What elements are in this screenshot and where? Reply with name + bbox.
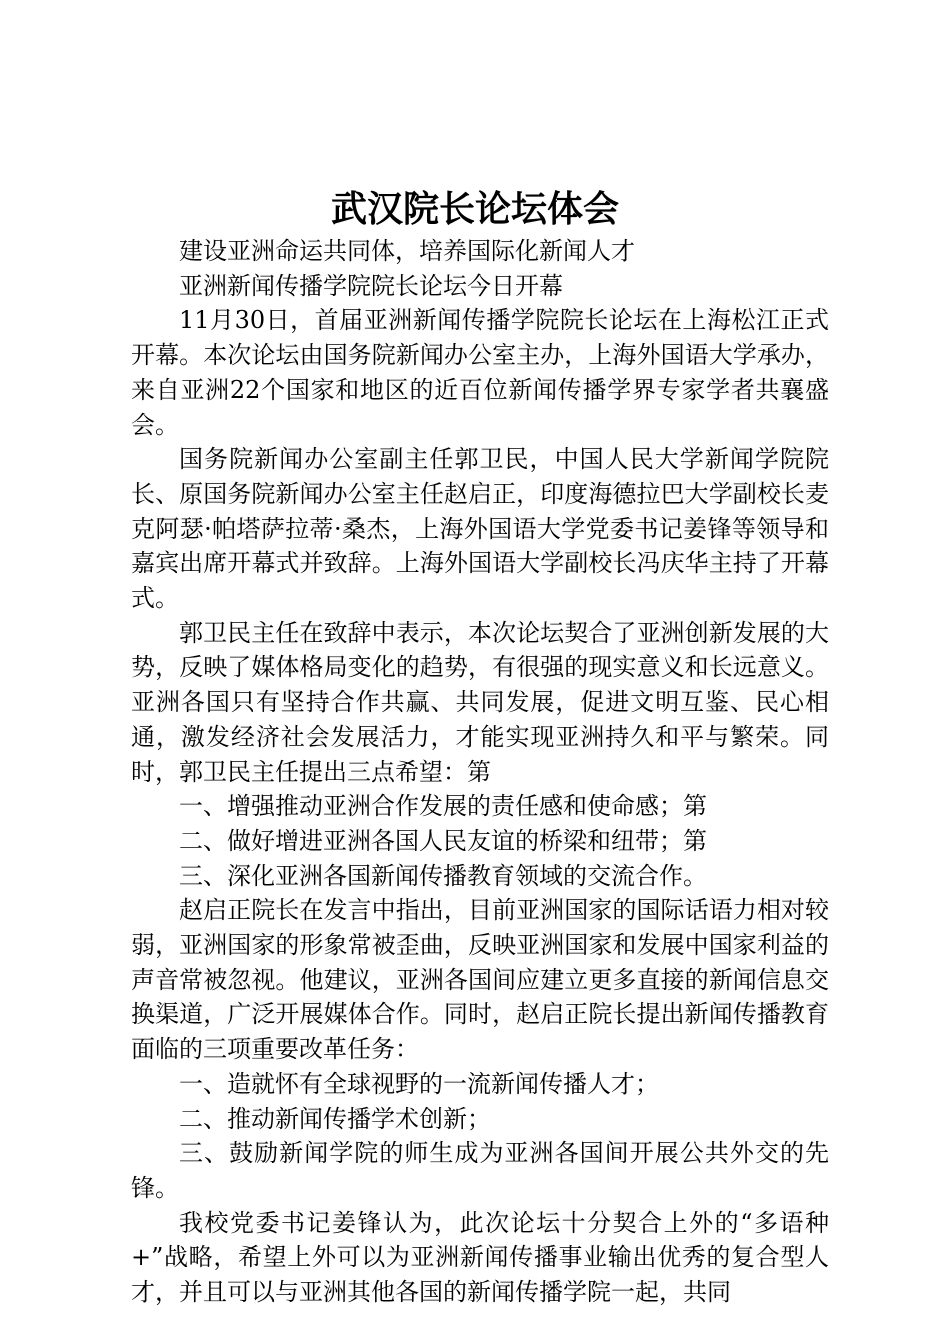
paragraph: 国务院新闻办公室副主任郭卫民，中国人民大学新闻学院院长、原国务院新闻办公室主任赵启正，印度海德拉巴大学副校长麦克阿瑟·帕塔萨拉蒂·桑杰，上海外国语大学党委书记姜锋等领导和嘉宾出席开幕式并致辞。上海外国语大学副校长冯庆华主持了开幕式。 [131,445,829,613]
paragraph: 三、深化亚洲各国新闻传播教育领域的交流合作。 [179,861,707,890]
paragraph: 郭卫民主任在致辞中表示，本次论坛契合了亚洲创新发展的大势，反映了媒体格局变化的趋势，有很强的现实意义和长远意义。亚洲各国只有坚持合作共赢、共同发展，促进文明互鉴、民心相通，激发经济社会发展活力，才能实现亚洲持久和平与繁荣。同时，郭卫民主任提出三点希望：第 [131,618,829,786]
paragraph: 一、造就怀有全球视野的一流新闻传播人才； [179,1069,659,1098]
paragraph: 二、推动新闻传播学术创新； [179,1104,491,1133]
paragraph: 我校党委书记姜锋认为，此次论坛十分契合上外的“多语种+”战略，希望上外可以为亚洲新闻传播事业输出优秀的复合型人才，并且可以与亚洲其他各国的新闻传播学院一起，共同 [131,1208,829,1307]
paragraph: 亚洲新闻传播学院院长论坛今日开幕 [179,271,563,300]
paragraph: 三、鼓励新闻学院的师生成为亚洲各国间开展公共外交的先锋。 [131,1139,829,1202]
paragraph: 赵启正院长在发言中指出，目前亚洲国家的国际话语力相对较弱，亚洲国家的形象常被歪曲，反映亚洲国家和发展中国家利益的声音常被忽视。他建议，亚洲各国间应建立更多直接的新闻信息交换渠道，广泛开展媒体合作。同时，赵启正院长提出新闻传播教育面临的三项重要改革任务： [131,896,829,1064]
paragraph: 建设亚洲命运共同体，培养国际化新闻人才 [179,237,635,265]
document-title: 武汉院长论坛体会 [330,188,619,230]
paragraph: 一、增强推动亚洲合作发展的责任感和使命感；第 [179,792,707,821]
paragraph: 二、做好增进亚洲各国人民友谊的桥梁和纽带；第 [179,826,707,855]
document-body [131,234,829,1310]
paragraph: 11月30日，首届亚洲新闻传播学院院长论坛在上海松江正式开幕。本次论坛由国务院新闻办公室主办，上海外国语大学承办，来自亚洲22个国家和地区的近百位新闻传播学界专家学者共襄盛会。 [131,306,829,439]
